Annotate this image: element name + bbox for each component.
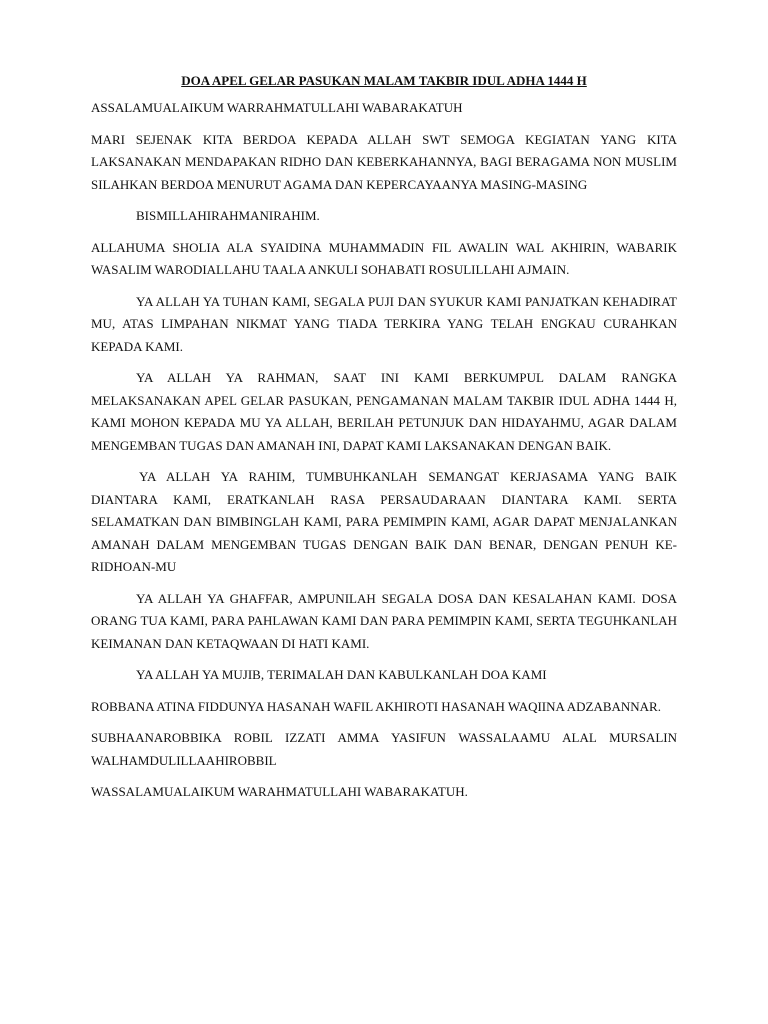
paragraph-subhaana: SUBHAANAROBBIKA ROBIL IZZATI AMMA YASIFUN WASSALAAMU ALAL MURSALIN WALHAMDULILLAAHIROBBIL [91, 730, 677, 768]
document-title: DOA APEL GELAR PASUKAN MALAM TAKBIR IDUL ADHA 1444 H [181, 73, 587, 88]
document-page [91, 70, 677, 813]
paragraph-ya-mujib: YA ALLAH YA MUJIB, TERIMALAH DAN KABULKANLAH DOA KAMI [136, 667, 547, 682]
paragraph-sholawat: ALLAHUMA SHOLIA ALA SYAIDINA MUHAMMADIN FIL AWALIN WAL AKHIRIN, WABARIK WASALIM WARODIALLAHU TAALA ANKULI SOHABATI ROSULILLAHI AJMAIN. [91, 239, 677, 277]
paragraph-ya-rahman: YA ALLAH YA RAHMAN, SAAT INI KAMI BERKUMPUL DALAM RANGKA MELAKSANAKAN APEL GELAR PASUKAN, PENGAMANAN MALAM TAKBIR IDUL ADHA 1444 H, KAMI MOHON KEPADA MU YA ALLAH, BERILAH PETUNJUK DAN HIDAYAHMU, AGAR DALAM MENGEMBAN TUGAS DAN AMANAH INI, DAPAT KAMI LAKSANAKAN DENGAN BAIK. [91, 370, 677, 453]
paragraph-salam-closing: WASSALAMUALAIKUM WARAHMATULLAHI WABARAKATUH. [91, 784, 468, 799]
paragraph-ya-rahim: YA ALLAH YA RAHIM, TUMBUHKANLAH SEMANGAT KERJASAMA YANG BAIK DIANTARA KAMI, ERATKANLAH RASA PERSAUDARAAN DIANTARA KAMI. SERTA SELAMATKAN DAN BIMBINGLAH KAMI, PARA PEMIMPIN KAMI, AGAR DAPAT MENJALANKAN AMANAH DALAM MENGEMBAN TUGAS DENGAN BAIK DAN BENAR, DENGAN PENUH KE-RIDHOAN-MU [91, 469, 677, 574]
paragraph-salam-opening: ASSALAMUALAIKUM WARRAHMATULLAHI WABARAKATUH [91, 100, 463, 115]
paragraph-bismillah: BISMILLAHIRAHMANIRAHIM. [136, 208, 320, 223]
paragraph-robbana: ROBBANA ATINA FIDDUNYA HASANAH WAFIL AKHIROTI HASANAH WAQIINA ADZABANNAR. [91, 698, 661, 714]
paragraph-ya-ghaffar: YA ALLAH YA GHAFFAR, AMPUNILAH SEGALA DOSA DAN KESALAHAN KAMI. DOSA ORANG TUA KAMI, PARA PAHLAWAN KAMI DAN PARA PEMIMPIN KAMI, SERTA TEGUHKANLAH KEIMANAN DAN KETAQWAAN DI HATI KAMI. [91, 590, 677, 651]
paragraph-invitation: MARI SEJENAK KITA BERDOA KEPADA ALLAH SWT SEMOGA KEGIATAN YANG KITA LAKSANAKAN MENDAPAKAN RIDHO DAN KEBERKAHANNYA, BAGI BERAGAMA NON MUSLIM SILAHKAN BERDOA MENURUT AGAMA DAN KEPERCAYAANYA MASING-MASING [91, 131, 677, 192]
paragraph-praise: YA ALLAH YA TUHAN KAMI, SEGALA PUJI DAN SYUKUR KAMI PANJATKAN KEHADIRAT MU, ATAS LIMPAHAN NIKMAT YANG TIADA TERKIRA YANG TELAH ENGKAU CURAHKAN KEPADA KAMI. [91, 293, 677, 354]
